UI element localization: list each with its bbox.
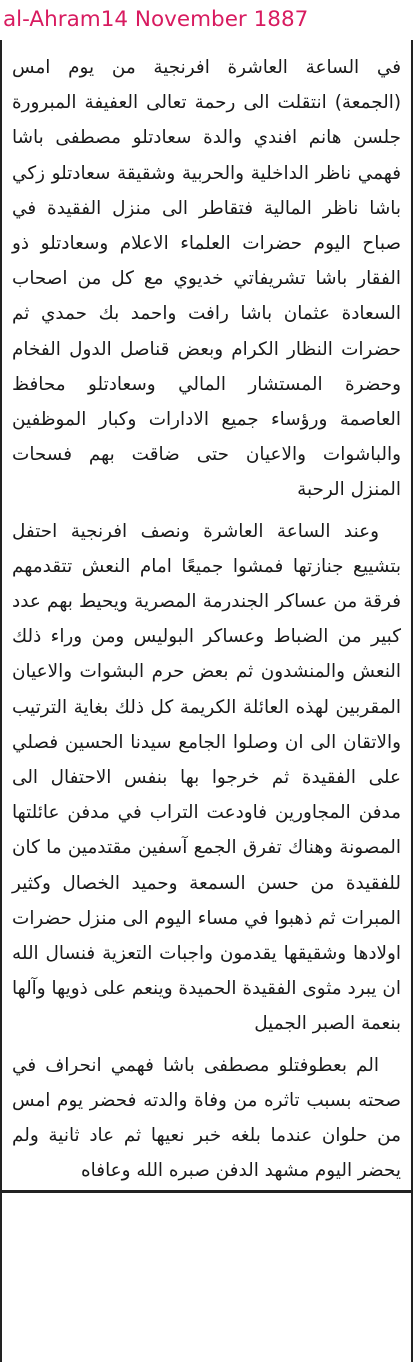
page-title: al-Ahram14 November 1887 <box>0 0 413 40</box>
article-body <box>2 40 411 1189</box>
article-paragraph-2: وعند الساعة العاشرة ونصف افرنجية احتفل بتشييع جنازتها فمشوا جميعًا امام النعش تتقدمهم فرقة من عساكر الجندرمة المصرية ويحيط بهم عدد كبير من الضباط وعساكر البوليس ومن وراء ذلك النعش والمنشدون ثم بعض حرم البشوات والاعيان المقربين لهذه العائلة الكريمة كل ذلك بغاية الترتيب والاتقان الى ان وصلوا الجامع سيدنا الحسين فصلي على الفقيدة ثم خرجوا بها بنفس الاحتفال الى مدفن المجاورين فاودعت التراب في مدفن عائلتها المصونة وهناك تفرق الجمع آسفين مقتدمين ما كان للفقيدة من حسن السمعة وحميد الخصال وكثير المبرات ثم ذهبوا في مساء اليوم الى منزل حضرات اولادها وشقيقها يقدمون واجبات التعزية فنسال الله ان يبرد مثوى الفقيدة الحميدة وينعم على ذويها وآلها بنعمة الصبر الجميل <box>12 520 401 1035</box>
newspaper-clipping <box>0 40 413 1362</box>
article-paragraph-1: في الساعة العاشرة افرنجية من يوم امس (الجمعة) انتقلت الى رحمة تعالى العفيفة المبرورة جلسن هانم افندي والدة سعادتلو مصطفى باشا فهمي ناظر الداخلية والحربية وشقيقة سعادتلو زكي باشا ناظر المالية فتقاطر الى منزل الفقيدة في صباح اليوم حضرات العلماء الاعلام وسعادتلو ذو الفقار باشا تشريفاتي خديوي مع كل من اصحاب السعادة عثمان باشا رافت واحمد بك حمدي ثم حضرات النظار الكرام وبعض قناصل الدول الفخام وحضرة المستشار المالي وسعادتلو محافظ العاصمة ورؤساء جميع الادارات وكبار الموظفين والباشوات والاعيان حتى ضاقت بهم فسحات المنزل الرحبة <box>12 57 401 501</box>
column-divider <box>2 1190 413 1193</box>
article-paragraph-3: الم بعطوفتلو مصطفى باشا فهمي انحراف في صحته بسبب تاثره من وفاة والدته فحضر يوم امس من حلوان عندما بلغه خبر نعيها ثم عاد ثانية ولم يحضر اليوم مشهد الدفن صبره الله وعافاه <box>12 1054 401 1182</box>
